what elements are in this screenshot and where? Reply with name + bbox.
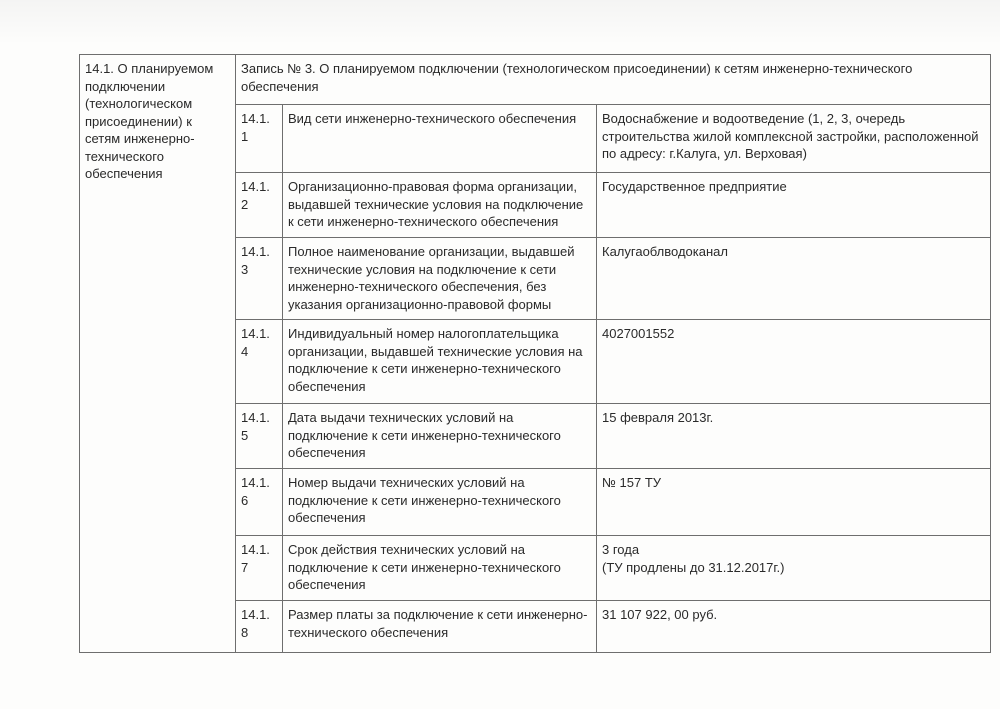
row-label: Дата выдачи технических условий на подключение к сети инженерно-технического обеспечения	[283, 404, 597, 469]
row-value: Государственное предприятие	[597, 173, 991, 238]
row-label: Вид сети инженерно-технического обеспечения	[283, 105, 597, 173]
row-number: 14.1.5	[236, 404, 283, 469]
row-number: 14.1.7	[236, 536, 283, 601]
row-value: 31 107 922, 00 руб.	[597, 601, 991, 653]
row-value	[597, 536, 991, 601]
validity-extension-note: (ТУ продлены до 31.12.2017г.)	[602, 559, 785, 575]
row-label: Организационно-правовая форма организации, выдавшей технические условия на подключение к сети инженерно-технического обеспечения	[283, 173, 597, 238]
row-number: 14.1.4	[236, 320, 283, 404]
row-number: 14.1.6	[236, 469, 283, 536]
row-number: 14.1.2	[236, 173, 283, 238]
row-label: Размер платы за подключение к сети инженерно-технического обеспечения	[283, 601, 597, 653]
section-title: 14.1. О планируемом подключении (технологическом присоединении) к сетям инженерно-технического обеспечения	[80, 55, 236, 653]
row-value: 15 февраля 2013г.	[597, 404, 991, 469]
row-label: Полное наименование организации, выдавшей технические условия на подключение к сети инженерно-технического обеспечения, без указания организационно-правовой формы	[283, 238, 597, 320]
row-value: Водоснабжение и водоотведение (1, 2, 3, очередь строительства жилой комплексной застройки, расположенной по адресу: г.Калуга, ул. Верховая)	[597, 105, 991, 173]
row-label: Срок действия технических условий на подключение к сети инженерно-технического обеспечения	[283, 536, 597, 601]
row-label: Номер выдачи технических условий на подключение к сети инженерно-технического обеспечения	[283, 469, 597, 536]
row-value: Калугаоблводоканал	[597, 238, 991, 320]
row-value: 4027001552	[597, 320, 991, 404]
record-title: Запись № 3. О планируемом подключении (технологическом присоединении) к сетям инженерно-технического обеспечения	[236, 55, 991, 105]
row-number: 14.1.3	[236, 238, 283, 320]
connection-info-table	[79, 54, 991, 653]
row-value: № 157 ТУ	[597, 469, 991, 536]
row-number: 14.1.8	[236, 601, 283, 653]
row-label: Индивидуальный номер налогоплательщика организации, выдавшей технические условия на подключение к сети инженерно-технического обеспечения	[283, 320, 597, 404]
record-header-row	[80, 55, 991, 105]
validity-period: 3 года	[602, 542, 640, 557]
row-number: 14.1.1	[236, 105, 283, 173]
